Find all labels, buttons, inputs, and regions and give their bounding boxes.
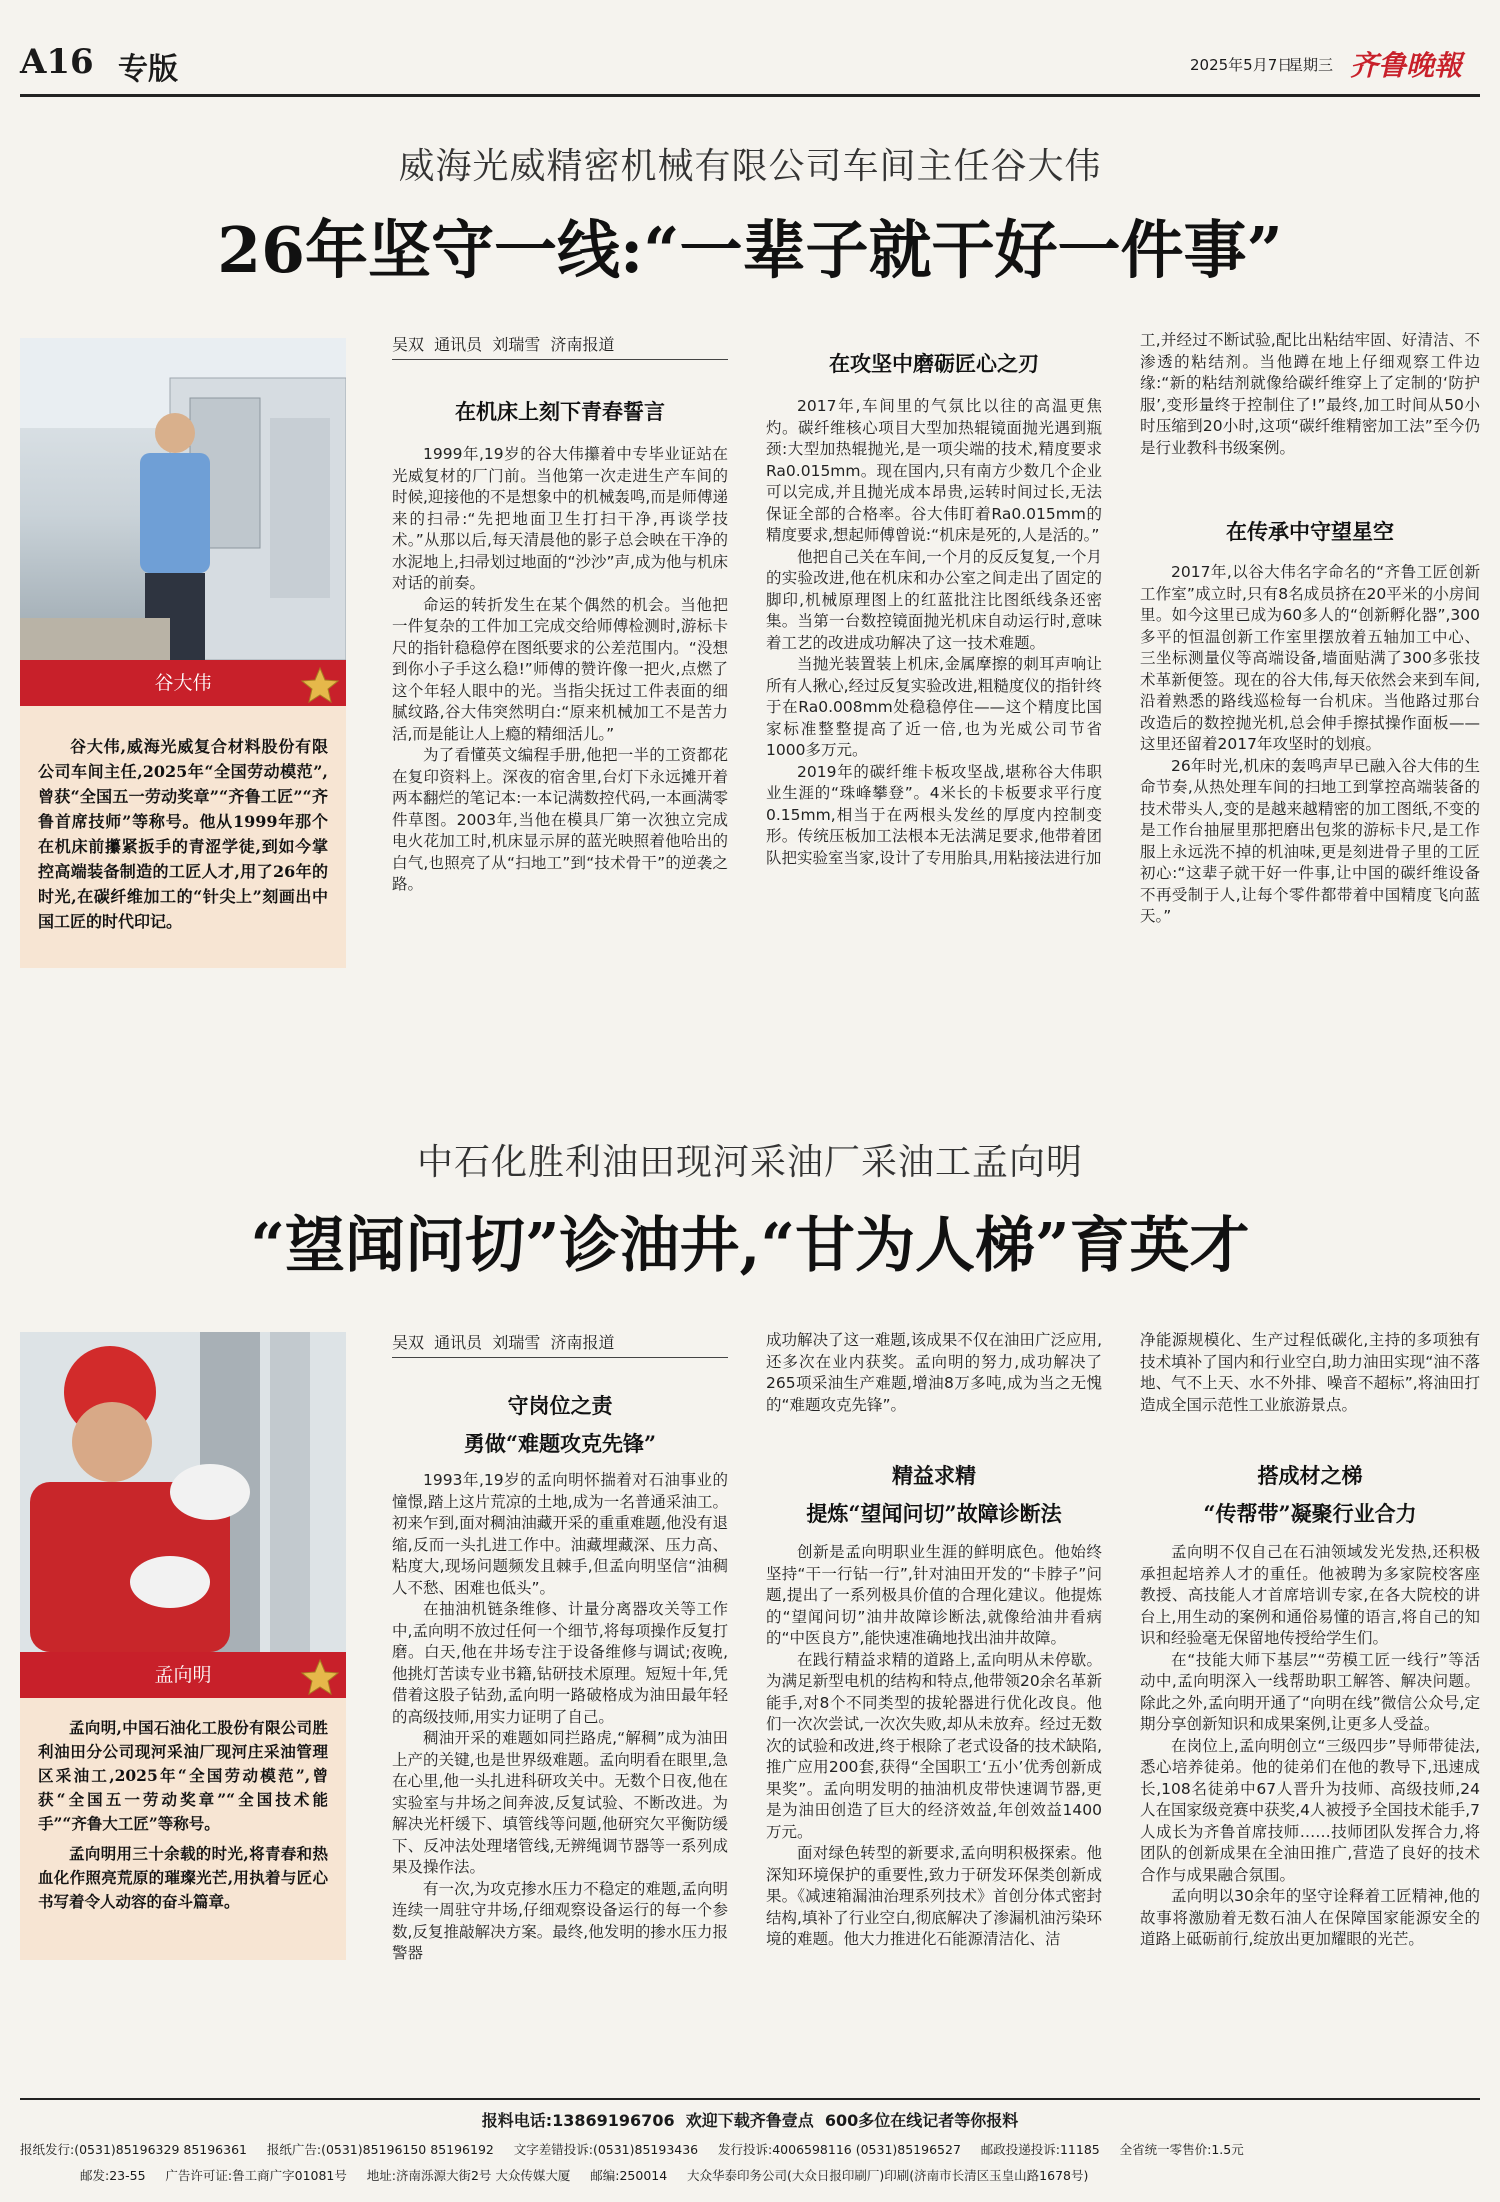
paper-logo: 齐鲁晚報 — [1350, 49, 1463, 82]
story2-col3-title2: “传帮带”凝聚行业合力 — [1203, 1501, 1417, 1526]
story2-caption — [20, 1698, 346, 1960]
footer-contacts: 报纸发行:(0531)85196329 85196361 报纸广告:(0531)85196150 85196192 文字差错投诉:(0531)85193436 发行投诉:4006598116 (0531)85196527 邮政投递投诉:11185 全省统一零售价:1.5元 — [20, 2142, 1244, 2157]
paragraph: 在抽油机链条维修、计量分离器攻关等工作中,孟向明不放过任何一个细节,将每项操作反复打磨。白天,他在井场专注于设备维修与调试;夜晚,他挑灯苦读专业书籍,钻研技术原理。短短十年,凭借着这股子钻劲,孟向明一路破格成为油田最年轻的高级技师,用实力证明了自己。 — [392, 1600, 728, 1726]
story1-caption — [20, 706, 346, 968]
story1-col2-body — [766, 396, 1102, 869]
paragraph: 26年时光,机床的轰鸣声早已融入谷大伟的生命节奏,从热处理车间的扫地工到掌控高端装备的技术带头人,变的是越来越精密的加工图纸,不变的是工作台抽屉里那把磨出包浆的游标卡尺,是工作服上永远洗不掉的机油味,更是刻进骨子里的工匠初心:“这辈子就干好一件事,让中国的碳纤维设备不再受制于人,让每个零件都带着中国精度飞向蓝天。” — [1140, 756, 1480, 925]
story1-col2-title: 在攻坚中磨砺匠心之刃 — [829, 351, 1039, 376]
footer-rule — [20, 2098, 1480, 2100]
paragraph: 2017年,以谷大伟名字命名的“齐鲁工匠创新工作室”成立时,只有8名成员挤在20平米的小房间里。如今这里已成为60多人的“创新孵化器”,300多平的恒温创新工作室里摆放着五轴加工中心、三坐标测量仪等高端设备,墙面贴满了300多张技术革新便签。现在的谷大伟,每天依然会来到车间,沿着熟悉的路线巡检每一台机床。当他路过那台改造后的数控抛光机,总会伸手擦拭操作面板——这里还留着2017年攻坚时的划痕。 — [1140, 563, 1480, 753]
paragraph: 2019年的碳纤维卡板攻坚战,堪称谷大伟职业生涯的“珠峰攀登”。4米长的卡板要求平行度0.15mm,相当于在两根头发丝的厚度内控制变形。传统压板加工法根本无法满足要求,他带着团队把实验室当家,设计了专用胎具,用粘接法进行加 — [766, 762, 1102, 867]
story2-col2-title2: 提炼“望闻问切”故障诊断法 — [806, 1501, 1062, 1526]
issue-date: 2025年5月7日 — [1190, 56, 1293, 74]
story1-col3-body — [1140, 562, 1480, 928]
footer-hotline: 报料电话:13869196706 欢迎下载齐鲁壹点 600多位在线记者等你报料 — [481, 2111, 1019, 2130]
paragraph: 面对绿色转型的新要求,孟向明积极探索。他深知环境保护的重要性,致力于研发环保类创新成果。《减速箱漏油治理系列技术》首创分体式密封结构,填补了行业空白,彻底解决了渗漏机油污染环境的难题。他大力推进化石能源清洁化、洁 — [766, 1844, 1102, 1948]
paragraph: 孟向明以30余年的坚守诠释着工匠精神,他的故事将激励着无数石油人在保障国家能源安全的道路上砥砺前行,绽放出更加耀眼的光芒。 — [1140, 1887, 1480, 1948]
story2-subtitle: 中石化胜利油田现河采油厂采油工孟向明 — [416, 1142, 1083, 1183]
issue-weekday: 星期三 — [1288, 56, 1334, 74]
medal-icon — [300, 666, 340, 706]
paragraph: 在岗位上,孟向明创立“三级四步”导师带徒法,悉心培养徒弟。他的徒弟们在他的教导下,迅速成长,108名徒弟中67人晋升为技师、高级技师,24人在国家级竞赛中获奖,4人被授予全国技术能手,7人成长为齐鲁首席技师……技师团队发挥合力,将团队的创新成果在全油田推广,营造了良好的技术合作与成果融合氛围。 — [1140, 1736, 1480, 1884]
paragraph: 创新是孟向明职业生涯的鲜明底色。他始终坚持“干一行钻一行”,针对油田开发的“卡脖子”问题,提出了一系列极具价值的合理化建议。他提炼的“望闻问切”油井故障诊断法,就像给油井看病的“中医良方”,能快速准确地找出油井故障。 — [766, 1543, 1102, 1647]
paragraph: 净能源规模化、生产过程低碳化,主持的多项独有技术填补了国内和行业空白,助力油田实现“油不落地、气不上天、水不外排、噪音不超标”,将油田打造成全国示范性工业旅游景点。 — [1140, 1331, 1480, 1414]
paragraph: 当抛光装置装上机床,金属摩擦的刺耳声响让所有人揪心,经过反复实验改进,粗糙度仪的指针终于在Ra0.008mm处稳稳停住——这个精度比国家标准整整提高了近一倍,也为光威公司节省1000多万元。 — [766, 655, 1102, 759]
story1-col1-title: 在机床上刻下青春誓言 — [455, 399, 665, 424]
story1-name-bar — [20, 660, 346, 706]
medal-icon — [300, 1658, 340, 1698]
story2-col1-body — [392, 1470, 728, 1965]
paragraph: 稠油开采的难题如同拦路虎,“解稠”成为油田上产的关键,也是世界级难题。孟向明看在眼里,急在心里,他一头扎进科研攻关中。无数个日夜,他在实验室与井场之间奔波,反复试验、不断改进。为解决光杆缓下、填管线等问题,他研究欠平衡防缓下、反冲法处理堵管线,无辨绳调节器等一系列成果及操作法。 — [392, 1729, 728, 1876]
story1-byline: 吴双 通讯员 刘瑞雪 济南报道 — [392, 332, 728, 360]
story1-caption-text: 谷大伟,威海光威复合材料股份有限公司车间主任,2025年“全国劳动模范”,曾获“全国五一劳动奖章”“齐鲁工匠”“齐鲁首席技师”等称号。他从1999年那个在机床前攥紧扳手的青涩学徒,到如今掌控高端装备制造的工匠人才,用了26年的时光,在碳纤维加工的“针尖上”刻画出中国工匠的时代印记。 — [38, 737, 328, 931]
story1-col3-title: 在传承中守望星空 — [1226, 519, 1394, 544]
oil-worker-image — [20, 1332, 346, 1652]
paragraph: 工,并经过不断试验,配比出粘结牢固、好清洁、不渗透的粘结剂。当他蹲在地上仔细观察工件边缘:“新的粘结剂就像给碳纤维穿上了定制的‘防护服’,变形量终于控制住了!”最终,加工时间从50小时压缩到20小时,这项“碳纤维精密加工法”至今仍是行业教科书级案例。 — [1140, 331, 1480, 457]
story2-col3-title: 搭成材之梯 — [1257, 1463, 1363, 1488]
page-number: A16 — [20, 42, 94, 82]
story2-photo — [20, 1332, 346, 1652]
header-rule — [20, 94, 1480, 97]
paragraph: 1999年,19岁的谷大伟攥着中专毕业证站在光威复材的厂门前。当他第一次走进生产车间的时候,迎接他的不是想象中的机械轰鸣,而是师傅递来的扫帚:“先把地面卫生打扫干净,再谈学技术。”从那以后,每天清晨他的影子总会映在干净的水泥地上,扫帚划过地面的“沙沙”声,成为他与机床对话的前奏。 — [392, 445, 728, 592]
paragraph: 1993年,19岁的孟向明怀揣着对石油事业的憧憬,踏上这片荒凉的土地,成为一名普通采油工。初来乍到,面对稠油油藏开采的重重难题,他没有退缩,反而一头扎进工作中。油藏埋藏深、压力高、粘度大,现场问题频发且棘手,但孟向明坚信“油稠人不愁、困难也低头”。 — [392, 1471, 728, 1597]
paragraph: 命运的转折发生在某个偶然的机会。当他把一件复杂的工件加工完成交给师傅检测时,游标卡尺的指针稳稳停在图纸要求的公差范围内。“没想到你小子手这么稳!”师傅的赞许像一把火,点燃了这个年轻人眼中的光。当指尖抚过工件表面的细腻纹路,谷大伟突然明白:“原来机械加工不是苦力活,而是能让人上瘾的精细活儿。” — [392, 595, 728, 743]
footer-publishing-info: 邮发:23-55 广告许可证:鲁工商广字01081号 地址:济南泺源大街2号 大众传媒大厦 邮编:250014 大众华泰印务公司(大众日报印刷厂)印刷(济南市长清区玉皇山路1678号) — [80, 2168, 1089, 2183]
paragraph: 在践行精益求精的道路上,孟向明从未停歇。为满足新型电机的结构和特点,他带领20余名革新能手,对8个不同类型的拔轮器进行优化改良。他们一次次尝试,一次次失败,却从未放弃。经过无数次的试验和改进,终于根除了老式设备的技术缺陷,推广应用200套,获得“全国职工‘五小’优秀创新成果奖”。孟向明发明的抽油机皮带快速调节器,更是为油田创造了巨大的经济效益,年创效益1400万元。 — [766, 1650, 1102, 1841]
story2-byline: 吴双 通讯员 刘瑞雪 济南报道 — [392, 1330, 728, 1358]
paragraph: 孟向明不仅自己在石油领域发光发热,还积极承担起培养人才的重任。他被聘为多家院校客座教授、高技能人才首席培训专家,在各大院校的讲台上,用生动的案例和通俗易懂的语言,将自己的知识和经验毫无保留地传授给学生们。 — [1140, 1543, 1480, 1647]
story2-person-name: 孟向明 — [154, 1664, 212, 1686]
story1-col3-top — [1140, 330, 1480, 459]
story2-caption-text: 孟向明,中国石油化工股份有限公司胜利油田分公司现河采油厂现河庄采油管理区采油工,2025年“全国劳动模范”,曾获“全国五一劳动奖章”“全国技术能手”“齐鲁大工匠”等称号。 — [38, 1718, 328, 1833]
story2-headline: “望闻问切”诊油井,“甘为人梯”育英才 — [250, 1211, 1250, 1281]
story1-col1-body — [392, 444, 728, 896]
story1-photo — [20, 338, 346, 660]
paragraph: 他把自己关在车间,一个月的反反复复,一个月的实验改进,他在机床和办公室之间走出了固定的脚印,机械原理图上的红蓝批注比图纸线条还密集。当第一台数控镜面抛光机床自动运行时,意味着工艺的改进成功解决了这一技术难题。 — [766, 547, 1102, 652]
story1-headline: 26年坚守一线:“一辈子就干好一件事” — [217, 213, 1283, 287]
story1-person-name: 谷大伟 — [154, 672, 212, 694]
story2-col2-top — [766, 1330, 1102, 1416]
story2-col2-title: 精益求精 — [892, 1463, 976, 1488]
page-header — [20, 40, 1480, 92]
paragraph: 在“技能大师下基层”“劳模工匠一线行”等活动中,孟向明深入一线帮助职工解答、解决问题。除此之外,孟向明开通了“向明在线”微信公众号,定期分享创新知识和成果案例,让更多人受益。 — [1140, 1650, 1480, 1733]
section-name: 专版 — [118, 52, 178, 87]
paragraph: 成功解决了这一难题,该成果不仅在油田广泛应用,还多次在业内获奖。孟向明的努力,成功解决了265项采油生产难题,增油8万多吨,成为当之无愧的“难题攻克先锋”。 — [766, 1331, 1102, 1414]
worker-at-machine-image — [20, 338, 346, 660]
story2-col3-body — [1140, 1542, 1480, 1951]
story2-col2-body — [766, 1542, 1102, 1951]
story2-col1-title2: 勇做“难题攻克先锋” — [463, 1431, 657, 1456]
paragraph: 2017年,车间里的气氛比以往的高温更焦灼。碳纤维核心项目大型加热辊镜面抛光遇到瓶颈:大型加热辊抛光,是一项尖端的技术,精度要求Ra0.015mm。现在国内,只有南方少数几个企业可以完成,并且抛光成本昂贵,运转时间过长,无法保证全部的合格率。谷大伟盯着Ra0.015mm的精度要求,想起师傅曾说:“机床是死的,人是活的。” — [766, 397, 1102, 544]
paragraph: 有一次,为攻克掺水压力不稳定的难题,孟向明连续一周驻守井场,仔细观察设备运行的每一个参数,反复推敲解决方案。最终,他发明的掺水压力报警器 — [392, 1879, 728, 1962]
story2-col1-title: 守岗位之责 — [507, 1393, 613, 1418]
story2-caption-text: 孟向明用三十余载的时光,将青春和热血化作照亮荒原的璀璨光芒,用执着与匠心书写着令人动容的奋斗篇章。 — [38, 1844, 328, 1911]
story2-name-bar — [20, 1652, 346, 1698]
story1-subtitle: 威海光威精密机械有限公司车间主任谷大伟 — [398, 146, 1102, 187]
paragraph: 为了看懂英文编程手册,他把一半的工资都花在复印资料上。深夜的宿舍里,台灯下永远摊开着两本翻烂的笔记本:一本记满数控代码,一本画满零件草图。2003年,当他在模具厂第一次独立完成电火花加工时,机床显示屏的蓝光映照着他哈出的白气,也照亮了从“扫地工”到“技术骨干”的逆袭之路。 — [392, 746, 728, 893]
story2-col3-top — [1140, 1330, 1480, 1416]
